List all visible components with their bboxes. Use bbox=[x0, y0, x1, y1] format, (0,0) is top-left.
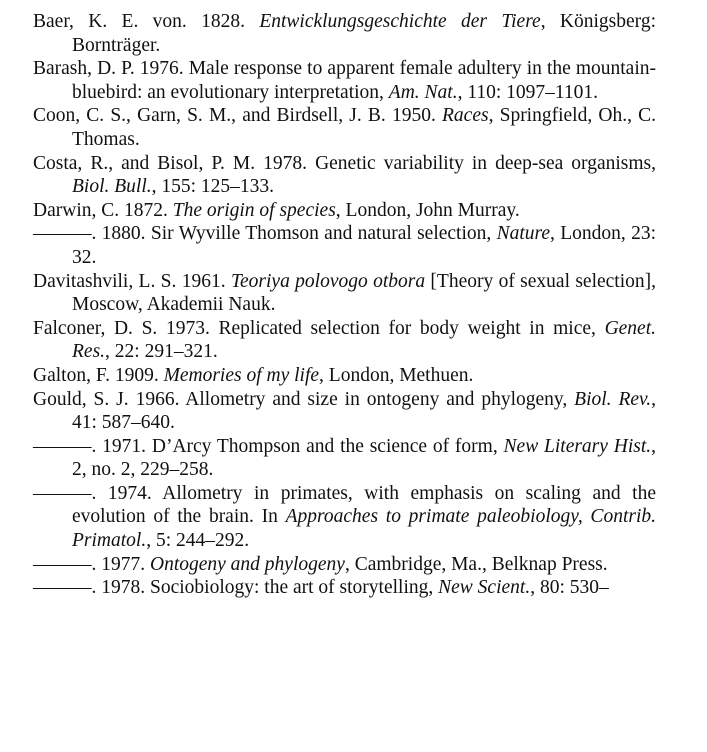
reference-list bbox=[33, 10, 656, 600]
reference-entry bbox=[33, 388, 656, 435]
reference-italic-text: Approaches to primate paleobiology, Contrib. Primatol. bbox=[72, 506, 656, 552]
reference-text: , 110: 1097–1101. bbox=[457, 81, 599, 103]
reference-text: Galton, F. 1909. bbox=[33, 364, 164, 386]
reference-italic-text: New Scient. bbox=[438, 577, 531, 599]
reference-italic-text: Entwicklungsgeschichte der Tiere bbox=[259, 11, 541, 32]
reference-text: ———. 1971. D’Arcy Thompson and the science of form, bbox=[33, 435, 504, 457]
reference-italic-text: Nature bbox=[496, 223, 551, 245]
reference-entry bbox=[33, 270, 656, 317]
reference-text: , 22: 291–321. bbox=[105, 341, 218, 363]
reference-text: , 2, no. 2, 229–258. bbox=[72, 435, 656, 481]
reference-italic-text: Teoriya polovogo otbora bbox=[230, 270, 426, 292]
reference-text: ———. 1880. Sir Wyville Thomson and natural selection, bbox=[33, 223, 497, 245]
reference-italic-text: New Literary Hist. bbox=[503, 435, 652, 457]
reference-entry bbox=[33, 576, 656, 600]
reference-text: , London, Methuen. bbox=[319, 364, 474, 386]
reference-entry bbox=[33, 553, 656, 577]
reference-entry bbox=[33, 222, 656, 269]
reference-italic-text: Biol. Bull. bbox=[72, 176, 152, 198]
reference-text: Gould, S. J. 1966. Allometry and size in ontogeny and phylogeny, bbox=[33, 388, 575, 410]
reference-text: [Theory of sexual selection], Moscow, Akademii Nauk. bbox=[72, 270, 657, 316]
reference-text: Coon, C. S., Garn, S. M., and Birdsell, J. B. 1950. bbox=[33, 105, 442, 127]
reference-italic-text: Biol. Rev. bbox=[574, 388, 652, 410]
reference-italic-text: The origin of species bbox=[172, 199, 336, 221]
reference-text: ———. 1978. Sociobiology: the art of storytelling, bbox=[33, 577, 439, 599]
reference-italic-text: Races bbox=[442, 105, 489, 127]
reference-text: , London, 23: 32. bbox=[72, 223, 656, 268]
reference-text: Falconer, D. S. 1973. Replicated selection for body weight in mice, bbox=[33, 317, 605, 339]
reference-text: Baer, K. E. von. 1828. bbox=[33, 11, 260, 32]
reference-text: , 155: 125–133. bbox=[151, 176, 275, 198]
reference-italic-text: Memories of my life bbox=[163, 364, 320, 386]
reference-entry bbox=[33, 482, 656, 553]
reference-entry bbox=[33, 317, 656, 364]
reference-entry bbox=[33, 199, 656, 223]
reference-text: Darwin, C. 1872. bbox=[33, 199, 173, 221]
page-top-edge bbox=[0, 0, 707, 6]
reference-italic-text: Am. Nat. bbox=[388, 81, 458, 103]
reference-entry bbox=[33, 152, 656, 199]
reference-entry bbox=[33, 435, 656, 482]
reference-text: Davitashvili, L. S. 1961. bbox=[33, 270, 231, 292]
reference-entry bbox=[33, 364, 656, 388]
reference-text: , 5: 244–292. bbox=[146, 530, 250, 552]
reference-text: , London, John Murray. bbox=[335, 199, 520, 221]
reference-text: , Königsberg: Bornträger. bbox=[72, 11, 656, 56]
reference-italic-text: Ontogeny and phylogeny bbox=[150, 553, 345, 575]
reference-text: Costa, R., and Bisol, P. M. 1978. Genetic variability in deep-sea organisms, bbox=[33, 152, 656, 174]
reference-italic-text: Genet. Res. bbox=[72, 317, 656, 363]
reference-text: , 41: 587–640. bbox=[72, 388, 656, 434]
reference-entry bbox=[33, 10, 656, 57]
reference-text: , Cambridge, Ma., Belknap Press. bbox=[344, 553, 608, 575]
reference-text: ———. 1977. bbox=[33, 553, 150, 575]
reference-entry bbox=[33, 104, 656, 151]
reference-text: Barash, D. P. 1976. Male response to apparent female adultery in the mountain-bluebird: an evolutionary interpretation, bbox=[33, 58, 656, 103]
reference-text: , Springfield, Oh., C. Thomas. bbox=[72, 105, 656, 150]
reference-text: , 80: 530– bbox=[530, 577, 609, 599]
reference-text: ———. 1974. Allometry in primates, with emphasis on scaling and the evolution of the brain. In bbox=[33, 482, 656, 528]
reference-entry bbox=[33, 57, 656, 104]
